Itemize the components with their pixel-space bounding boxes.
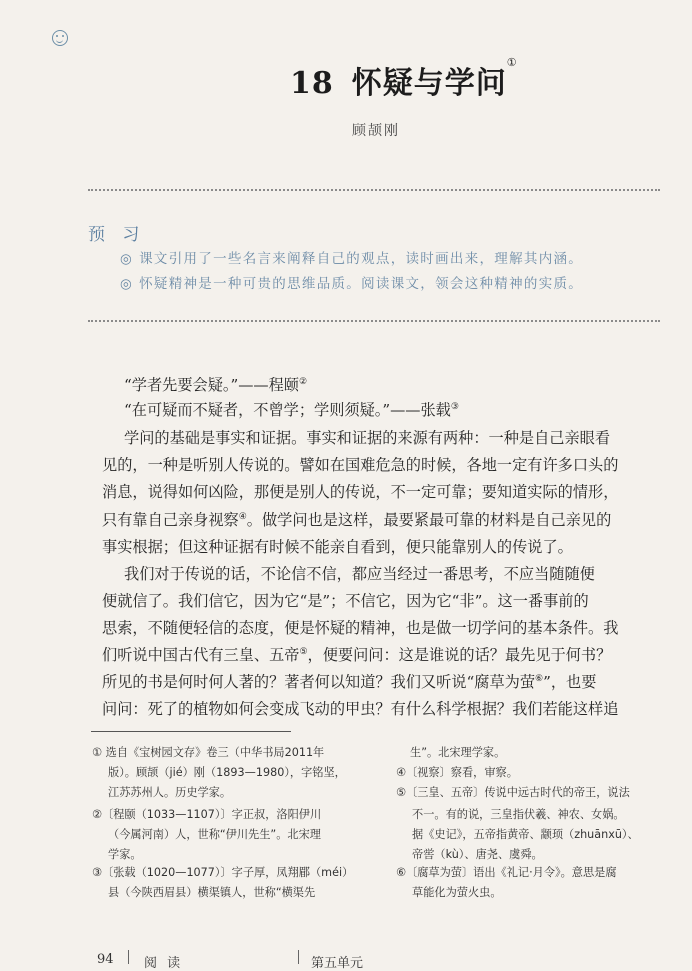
footer-separator — [298, 950, 299, 964]
footnote-marker: ③ — [450, 402, 459, 412]
footnote-line: ⑤〔三皇、五帝〕传说中远古时代的帝王，说法 — [396, 786, 630, 799]
body-line — [124, 399, 690, 421]
footnote-line: ③〔张载（1020—1077）〕字子厚，凤翔郿（méi） — [92, 866, 354, 879]
footnote-line: 县（今陕西眉县）横渠镇人，世称“横渠先 — [108, 886, 316, 899]
body-line — [102, 481, 668, 503]
body-line-text: 所见的书是何时何人著的？著者何以知道？我们又听说“腐草为萤 — [102, 673, 536, 691]
body-line — [124, 374, 690, 396]
lesson-title-text: 怀疑与学问 — [351, 66, 507, 101]
page-number: 94 — [97, 952, 114, 967]
body-line-text: ”，也要 — [543, 673, 597, 691]
body-line-text: 我们对于传说的话，不论信不信，都应当经过一番思考，不应当随随便 — [124, 565, 595, 583]
footnote-line: 据《史记》，五帝指黄帝、颛顼（zhuānxū）、 — [412, 828, 639, 841]
smiley-icon — [52, 30, 68, 46]
body-line-text: ，便要问问：这是谁说的话？最先见于何书？ — [307, 646, 612, 664]
body-line — [124, 563, 690, 585]
body-line-text: 们听说中国古代有三皇、五帝 — [102, 646, 300, 664]
footnote-marker: ④ — [238, 512, 247, 522]
body-line — [102, 698, 668, 720]
body-line-text: 问问：死了的植物如何会变成飞动的甲虫？有什么科学根据？我们若能这样追 — [102, 700, 619, 718]
preview-item — [120, 247, 583, 267]
footnote-line: 生”。北宋理学家。 — [410, 746, 506, 759]
bullet-icon: ◎ — [120, 276, 134, 292]
body-line — [102, 590, 668, 612]
body-line — [102, 536, 668, 558]
preview-item — [120, 272, 583, 292]
footnote-marker: ⑥ — [535, 674, 544, 684]
footer-section: 阅 读 — [144, 956, 184, 971]
body-line-text: 。做学问也是这样，最要紧最可靠的材料是自己亲见的 — [246, 511, 612, 529]
footnote-line: 学家。 — [108, 848, 142, 861]
footnote-line: 草能化为萤火虫。 — [412, 886, 502, 899]
footnote-line: 版）。顾颉（jié）刚（1893—1980），字铭坚， — [108, 766, 346, 779]
footer-separator — [128, 950, 129, 964]
body-line-text: 便就信了。我们信它，因为它“是”；不信它，因为它“非”。这一番事前的 — [102, 592, 589, 610]
body-line-text: 消息，说得如何凶险，那便是别人的传说，不一定可靠；要知道实际的情形， — [102, 483, 619, 501]
footnote-line: ⑥〔腐草为萤〕语出《礼记·月令》。意思是腐 — [396, 866, 617, 879]
footnote-marker: ② — [299, 377, 308, 387]
body-line — [102, 454, 668, 476]
preview-item-text: 课文引用了一些名言来阐释自己的观点，读时画出来，理解其内涵。 — [139, 251, 584, 267]
author-name: 顾颉刚 — [352, 123, 400, 139]
body-line-text: 见的，一种是听别人传说的。譬如在国难危急的时候，各地一定有许多口头的 — [102, 456, 619, 474]
body-line — [102, 509, 668, 531]
footnote-line: 帝喾（kù）、唐尧、虞舜。 — [412, 848, 543, 861]
footnote-line: ① 选自《宝树园文存》卷三（中华书局2011年 — [92, 746, 325, 759]
body-line-text: 学问的基础是事实和证据。事实和证据的来源有两种：一种是自己亲眼看 — [124, 429, 610, 447]
footer-unit: 第五单元 — [311, 956, 364, 971]
bullet-icon: ◎ — [120, 251, 134, 267]
footnote-rule — [91, 731, 291, 732]
body-line-text: 思索，不随便轻信的态度，便是怀疑的精神，也是做一切学问的基本条件。我 — [102, 619, 619, 637]
body-line-text: 只有靠自己亲身视察 — [102, 511, 239, 529]
footnote-line: ④〔视察〕察看，审察。 — [396, 766, 518, 779]
body-line — [124, 427, 690, 449]
divider-top — [88, 189, 660, 191]
preview-item-text: 怀疑精神是一种可贵的思维品质。阅读课文，领会这种精神的实质。 — [139, 276, 584, 292]
body-line — [102, 644, 668, 666]
body-line — [102, 671, 668, 693]
lesson-title — [290, 58, 518, 102]
body-line-text: 事实根据；但这种证据有时候不能亲自看到，便只能靠别人的传说了。 — [102, 538, 573, 556]
body-line — [102, 617, 668, 639]
footnote-line: 江苏苏州人。历史学家。 — [108, 786, 232, 799]
footnote-line: （今属河南）人，世称“伊川先生”。北宋理 — [108, 828, 321, 841]
body-line-text: “在可疑而不疑者，不曾学；学则须疑。”——张载 — [124, 401, 451, 419]
body-line-text: “学者先要会疑。”——程颐 — [124, 376, 299, 394]
footnote-line: 不一。有的说，三皇指伏羲、神农、女娲。 — [412, 808, 625, 821]
preview-heading: 预 习 — [88, 225, 146, 245]
divider-bottom — [88, 320, 660, 322]
title-footnote-marker: ① — [506, 56, 518, 69]
footnote-marker: ⑤ — [299, 647, 308, 657]
lesson-number: 18 — [290, 66, 334, 101]
footnote-line: ②〔程颐（1033—1107）〕字正叔，洛阳伊川 — [92, 808, 322, 821]
